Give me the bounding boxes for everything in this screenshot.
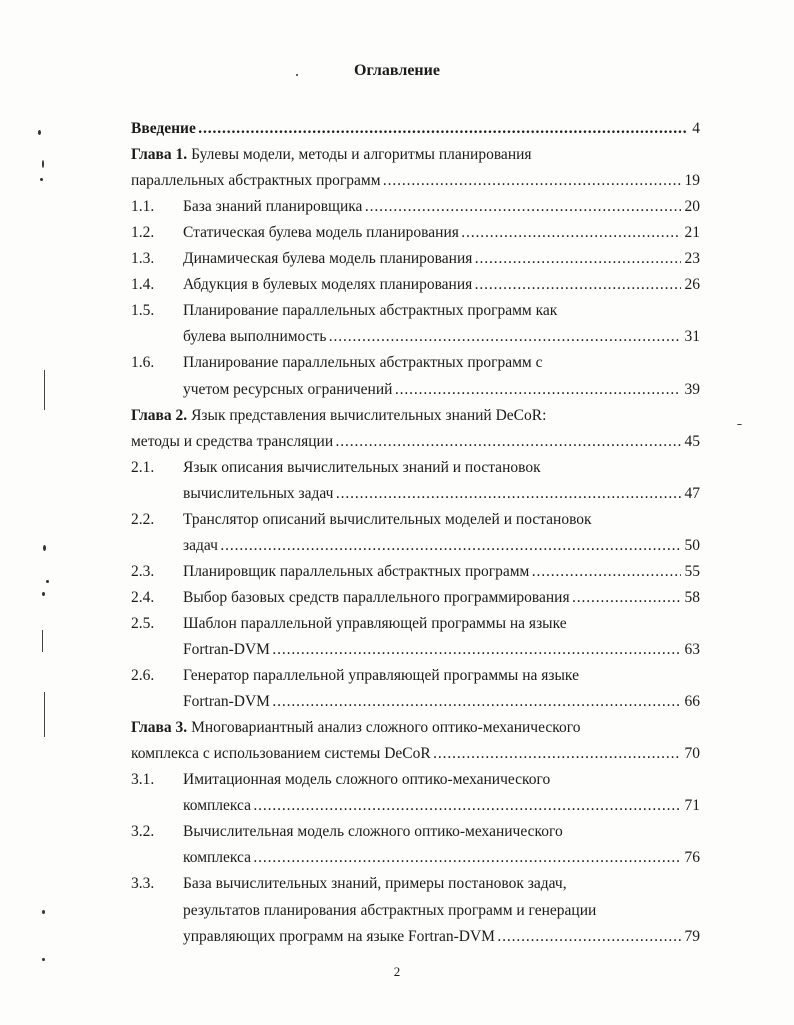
section-number: 2.3. — [131, 562, 155, 580]
toc-entry-label — [183, 377, 681, 403]
toc-entry-text: Язык представления вычислительных знаний DeCoR: — [191, 406, 547, 424]
toc-entry[interactable] — [131, 741, 700, 767]
toc-entry-text: Вычислительная модель сложного оптико-механического — [183, 823, 563, 841]
scan-speck — [42, 592, 45, 596]
toc-entry[interactable] — [183, 898, 700, 924]
toc-entry[interactable] — [183, 324, 700, 350]
toc-entry-text: Многовариантный анализ сложного оптико-механического — [191, 719, 581, 737]
section-number: 1.6. — [131, 354, 155, 372]
toc-entry[interactable] — [183, 845, 700, 871]
toc-entry[interactable] — [131, 715, 700, 741]
toc-entry-text: Транслятор описаний вычислительных моделей и постановок — [183, 510, 592, 528]
scan-mark — [44, 692, 45, 737]
toc-entry[interactable] — [183, 246, 700, 272]
toc-entry[interactable] — [183, 689, 700, 715]
toc-entry-text: Имитационная модель сложного оптико-механического — [183, 771, 551, 789]
toc-entry[interactable] — [183, 559, 700, 585]
section-number: 1.2. — [131, 224, 155, 242]
toc-entry[interactable] — [183, 637, 700, 663]
toc-entry-text: Планировщик параллельных абстрактных программ — [183, 562, 530, 580]
section-number: 1.5. — [131, 302, 155, 320]
toc-entry[interactable] — [131, 429, 700, 455]
toc-entry-label — [131, 715, 700, 741]
toc-entry-label — [131, 741, 681, 767]
toc-page-number: 58 — [684, 588, 700, 606]
scan-speck — [42, 958, 45, 961]
toc-entry-label — [183, 611, 700, 637]
page-number: 2 — [393, 964, 401, 979]
toc-page-number: 39 — [684, 380, 700, 398]
scan-mark — [44, 370, 45, 410]
toc-entry-label — [183, 559, 681, 585]
toc-entry-text: Статическая булева модель планирования — [183, 224, 459, 242]
toc-entry-text: База знаний планировщика — [183, 198, 363, 216]
toc-entry[interactable] — [183, 663, 700, 689]
toc-entry-text: Шаблон параллельной управляющей программы на языке — [183, 614, 567, 632]
toc-entry-label — [183, 350, 700, 376]
scan-speck — [40, 178, 43, 181]
toc-page-number: 31 — [684, 328, 700, 346]
toc-entry[interactable] — [183, 298, 700, 324]
toc-entry[interactable] — [131, 116, 700, 142]
toc-entry[interactable] — [183, 481, 700, 507]
scan-speck — [42, 910, 45, 914]
toc-page-number: 55 — [684, 562, 700, 580]
scan-speck — [42, 160, 44, 168]
toc-entry-label — [183, 793, 681, 819]
toc-entry[interactable] — [131, 403, 700, 429]
toc-entry[interactable] — [183, 220, 700, 246]
section-number: 3.2. — [131, 823, 155, 841]
toc-entry[interactable] — [183, 350, 700, 376]
section-number: 2.4. — [131, 588, 155, 606]
toc-entry-text: комплекса с использованием системы DeCoR — [131, 745, 431, 763]
scan-speck — [46, 580, 49, 583]
toc-page-number: 45 — [684, 432, 700, 450]
toc-entry-label — [183, 898, 700, 924]
toc-entry[interactable] — [183, 585, 700, 611]
toc-entry-label — [183, 689, 681, 715]
toc-entry-text: Абдукция в булевых моделях планирования — [183, 276, 473, 294]
section-number: 1.4. — [131, 276, 155, 294]
toc-entry-text: учетом ресурсных ограничений — [183, 380, 393, 398]
toc-entry-text: вычислительных задач — [183, 484, 334, 502]
toc-entry[interactable] — [183, 819, 700, 845]
toc-entry-text: Введение — [131, 120, 196, 137]
toc-entry-label — [183, 871, 700, 897]
toc-page-number: 20 — [684, 198, 700, 216]
toc-entry-label — [183, 663, 700, 689]
page-title: Оглавление — [354, 62, 440, 79]
toc-page-number: 50 — [684, 536, 700, 554]
section-number: 2.1. — [131, 458, 155, 476]
section-number: 2.6. — [131, 667, 155, 685]
toc-entry-label — [183, 194, 681, 220]
toc-entry-text: управляющих программ на языке Fortran-DVM — [183, 927, 495, 945]
toc-page-number: 4 — [692, 120, 700, 137]
toc-entry-text: комплекса — [183, 797, 252, 815]
toc-entry[interactable] — [183, 793, 700, 819]
toc-entry-label — [183, 585, 681, 611]
scan-speck — [296, 74, 298, 76]
toc-page-number: 26 — [684, 276, 700, 294]
toc-entry-text: методы и средства трансляции — [131, 432, 334, 450]
toc-entry-text: булева выполнимость — [183, 328, 327, 346]
toc-entry-text: Планирование параллельных абстрактных программ с — [183, 354, 543, 372]
section-number: 1.3. — [131, 250, 155, 268]
toc-entry[interactable] — [183, 194, 700, 220]
toc-entry[interactable] — [183, 455, 700, 481]
section-number: 3.1. — [131, 771, 155, 789]
toc-entry-text: Планирование параллельных абстрактных программ как — [183, 302, 558, 320]
toc-entry-label — [131, 116, 688, 142]
scan-speck — [38, 130, 41, 135]
toc-entry-label — [131, 403, 700, 429]
section-number: 2.5. — [131, 614, 155, 632]
toc-entry-label — [131, 168, 681, 194]
toc-entry-label — [131, 429, 681, 455]
toc-entry[interactable] — [131, 168, 700, 194]
toc-entry-label — [183, 220, 681, 246]
section-number: 1.1. — [131, 198, 155, 216]
toc-page-number: 79 — [684, 927, 700, 945]
chapter-prefix: Глава 1. — [131, 146, 188, 164]
toc-entry-label — [183, 324, 681, 350]
toc-entry-label — [183, 845, 681, 871]
toc-entry-label — [183, 455, 700, 481]
toc-page-number: 63 — [684, 641, 700, 658]
toc-entry[interactable] — [183, 611, 700, 637]
toc-page-number: 71 — [684, 797, 700, 815]
scan-mark — [42, 630, 43, 652]
toc-entry-label — [183, 533, 681, 559]
toc-entry[interactable] — [183, 272, 700, 298]
toc-page-number: 19 — [684, 172, 700, 190]
toc-page-number: 66 — [684, 693, 700, 711]
toc-entry[interactable] — [183, 377, 700, 403]
toc-entry-label — [183, 819, 700, 845]
toc-page-number: 70 — [684, 745, 700, 763]
toc-entry-text: комплекса — [183, 849, 252, 867]
toc-page-number: 23 — [684, 250, 700, 268]
toc-entry[interactable] — [183, 871, 700, 897]
chapter-prefix: Глава 3. — [131, 719, 188, 737]
toc-entry[interactable] — [131, 142, 700, 168]
toc-entry-label — [183, 246, 681, 272]
toc-entry[interactable] — [183, 507, 700, 533]
chapter-prefix: Глава 2. — [131, 406, 188, 424]
toc-entry-text: Язык описания вычислительных знаний и постановок — [183, 458, 541, 476]
toc-entry-text: Булевы модели, методы и алгоритмы планирования — [191, 146, 532, 164]
scan-speck — [737, 424, 742, 425]
toc-entry[interactable] — [183, 767, 700, 793]
toc-entry-text: Генератор параллельной управляющей программы на языке — [183, 667, 579, 685]
toc-entry-label — [183, 481, 681, 507]
toc-entry-text: задач — [183, 536, 218, 554]
toc-page-number: 76 — [684, 849, 700, 867]
section-number: 2.2. — [131, 510, 155, 528]
toc-entry-label — [183, 272, 681, 298]
toc-entry-label — [183, 298, 700, 324]
toc-entry-text: Fortran-DVM — [183, 693, 270, 711]
toc-entry[interactable] — [183, 924, 700, 950]
toc-entry-label — [183, 767, 700, 793]
toc-entry-text: Динамическая булева модель планирования — [183, 250, 473, 268]
toc-entry[interactable] — [183, 533, 700, 559]
toc-entry-label — [183, 924, 681, 950]
toc-entry-text: База вычислительных знаний, примеры постановок задач, — [183, 875, 567, 893]
scan-speck — [43, 545, 46, 551]
section-number: 3.3. — [131, 875, 155, 893]
toc-page-number: 47 — [684, 484, 700, 502]
toc-entry-label — [131, 142, 700, 168]
toc-entry-text: результатов планирования абстрактных программ и генерации — [183, 901, 597, 919]
toc-entry-label — [183, 507, 700, 533]
toc-entry-label — [183, 637, 681, 663]
toc-entry-text: Выбор базовых средств параллельного программирования — [183, 588, 570, 606]
toc-entry-text: параллельных абстрактных программ — [131, 172, 381, 190]
toc-entry-text: Fortran-DVM — [183, 641, 270, 658]
toc-page-number: 21 — [684, 224, 700, 242]
